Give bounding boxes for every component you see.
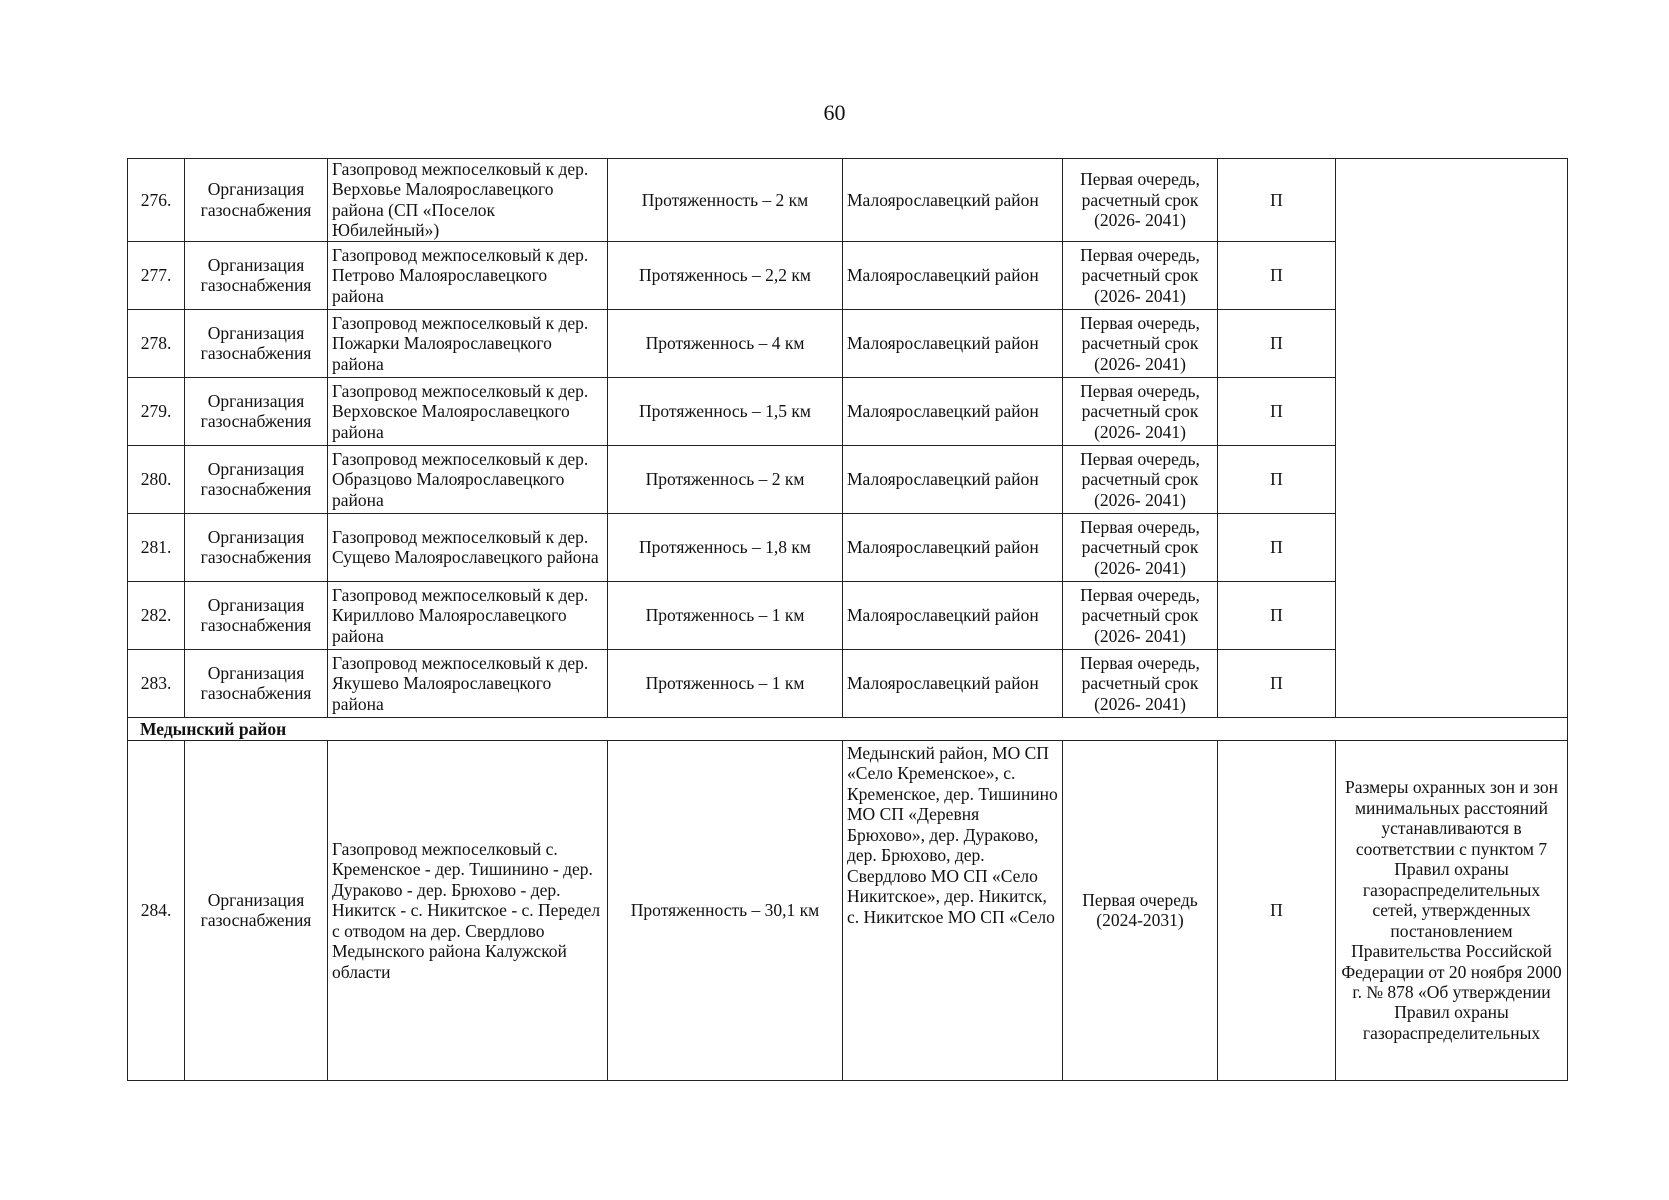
object-name-cell: Газопровод межпоселковый к дер. Якушево Малоярославецкого района [328,649,608,717]
row-number: 284. [128,740,185,1080]
infrastructure-table [127,158,1568,1081]
parameter-cell: Протяженнось – 1,5 км [608,377,843,445]
parameter-cell: Протяженнось – 1 км [608,649,843,717]
object-name-cell: Газопровод межпоселковый к дер. Верховье Малоярославецкого района (СП «Поселок Юбилейный») [328,159,608,242]
organization-cell: Организация газоснабжения [185,581,328,649]
note-cell-empty [1336,159,1568,718]
location-cell: Малоярославецкий район [843,445,1063,513]
parameter-cell: Протяженнось – 1 км [608,581,843,649]
page-number: 60 [823,100,846,125]
object-name-cell: Газопровод межпоселковый к дер. Верховское Малоярославецкого района [328,377,608,445]
parameter-cell: Протяженность – 30,1 км [608,740,843,1080]
row-number: 278. [128,309,185,377]
object-name-cell: Газопровод межпоселковый к дер. Кириллово Малоярославецкого района [328,581,608,649]
stage-cell: Первая очередь, расчетный срок (2026- 2041) [1063,241,1218,309]
location-cell: Малоярославецкий район [843,159,1063,242]
section-title: Медынский район [128,717,1568,740]
parameter-cell: Протяженнось – 2 км [608,445,843,513]
organization-cell: Организация газоснабжения [185,159,328,242]
row-number: 279. [128,377,185,445]
parameter-cell: Протяженнось – 4 км [608,309,843,377]
parameter-cell: Протяженнось – 2,2 км [608,241,843,309]
status-cell: П [1218,649,1336,717]
row-number: 282. [128,581,185,649]
row-number: 277. [128,241,185,309]
location-cell: Малоярославецкий район [843,377,1063,445]
organization-cell: Организация газоснабжения [185,445,328,513]
status-cell: П [1218,740,1336,1080]
stage-cell: Первая очередь, расчетный срок (2026- 2041) [1063,159,1218,242]
note-cell: Размеры охранных зон и зон минимальных расстояний устанавливаются в соответствии с пунктом 7 Правил охраны газораспределительных сетей, утвержденных постановлением Правительства Российской Федерации от 20 ноября 2000 г. № 878 «Об утверждении Правил охраны газораспределительных [1336,740,1568,1080]
location-cell: Малоярославецкий район [843,309,1063,377]
object-name-cell: Газопровод межпоселковый к дер. Образцово Малоярославецкого района [328,445,608,513]
location-cell: Малоярославецкий район [843,581,1063,649]
object-name-cell: Газопровод межпоселковый к дер. Сущево Малоярославецкого района [328,513,608,581]
object-name-cell: Газопровод межпоселковый к дер. Пожарки Малоярославецкого района [328,309,608,377]
organization-cell: Организация газоснабжения [185,740,328,1080]
row-number: 280. [128,445,185,513]
stage-cell: Первая очередь (2024-2031) [1063,740,1218,1080]
stage-cell: Первая очередь, расчетный срок (2026- 2041) [1063,649,1218,717]
section-row [128,717,1568,740]
status-cell: П [1218,581,1336,649]
status-cell: П [1218,445,1336,513]
stage-cell: Первая очередь, расчетный срок (2026- 2041) [1063,581,1218,649]
location-cell: Малоярославецкий район [843,241,1063,309]
organization-cell: Организация газоснабжения [185,309,328,377]
table-row [128,159,1568,242]
status-cell: П [1218,241,1336,309]
status-cell: П [1218,159,1336,242]
status-cell: П [1218,513,1336,581]
object-name-cell: Газопровод межпоселковый с. Кременское - дер. Тишинино - дер. Дураково - дер. Брюхово - дер. Никитск - с. Никитское - с. Передел с отводом на дер. Свердлово Медынского района Калужской области [328,740,608,1080]
stage-cell: Первая очередь, расчетный срок (2026- 2041) [1063,309,1218,377]
stage-cell: Первая очередь, расчетный срок (2026- 2041) [1063,513,1218,581]
object-name-cell: Газопровод межпоселковый к дер. Петрово Малоярославецкого района [328,241,608,309]
row-number: 283. [128,649,185,717]
parameter-cell: Протяженнось – 1,8 км [608,513,843,581]
table-row [128,740,1568,1080]
stage-cell: Первая очередь, расчетный срок (2026- 2041) [1063,445,1218,513]
status-cell: П [1218,377,1336,445]
location-cell: Медынский район, МО СП «Село Кременское», с. Кременское, дер. Тишинино МО СП «Деревня Брюхово», дер. Дураково, дер. Брюхово, дер. Свердлово МО СП «Село Никитское», дер. Никитск, с. Никитское МО СП «Село [843,740,1063,1080]
row-number: 281. [128,513,185,581]
row-number: 276. [128,159,185,242]
location-cell: Малоярославецкий район [843,513,1063,581]
organization-cell: Организация газоснабжения [185,377,328,445]
location-cell: Малоярославецкий район [843,649,1063,717]
status-cell: П [1218,309,1336,377]
organization-cell: Организация газоснабжения [185,241,328,309]
organization-cell: Организация газоснабжения [185,513,328,581]
stage-cell: Первая очередь, расчетный срок (2026- 2041) [1063,377,1218,445]
organization-cell: Организация газоснабжения [185,649,328,717]
parameter-cell: Протяженность – 2 км [608,159,843,242]
